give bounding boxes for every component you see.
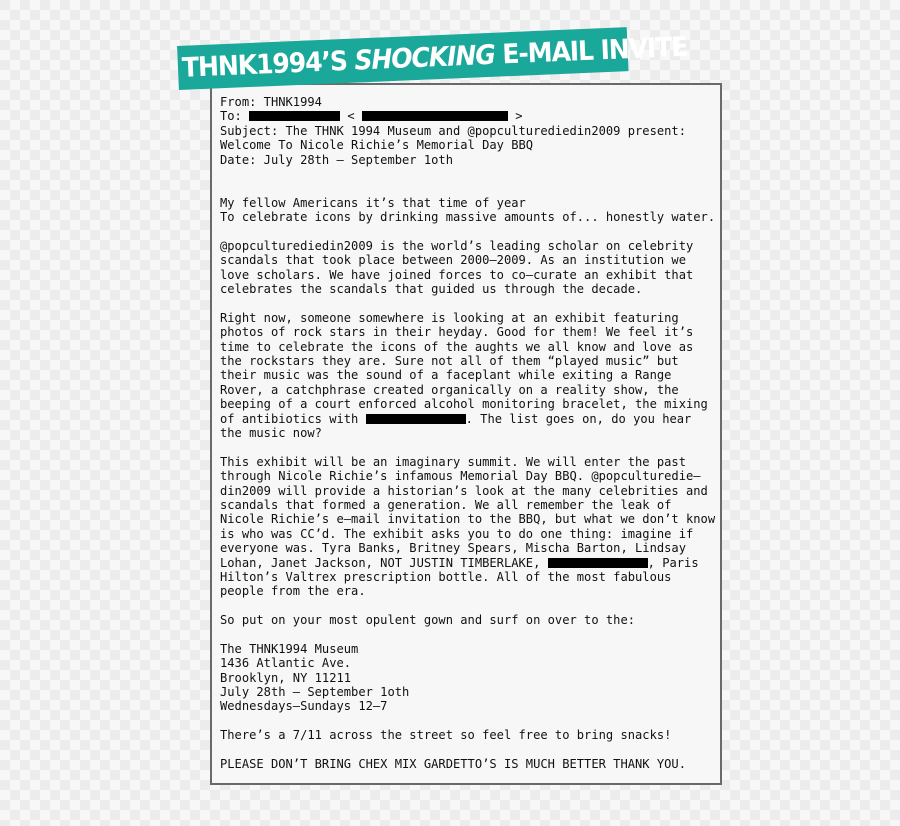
body-line: their music was the sound of a faceplant while exiting a Range [220,368,672,383]
email-to-close: > [507,109,523,124]
body-line: everyone was. Tyra Banks, Britney Spears, Mischa Barton, Lindsay [220,541,686,556]
email-body [220,95,720,771]
body-line: This exhibit will be an imaginary summit. We will enter the past [220,454,686,469]
body-line: is who was CC’d. The exhibit asks you to do one thing: imagine if [220,526,694,541]
address-line: 1436 Atlantic Ave. [220,656,352,671]
body-line: PLEASE DON’T BRING CHEX MIX GARDETTO’S IS MUCH BETTER THANK YOU. [220,756,686,771]
body-line: There’s a 7/11 across the street so feel free to bring snacks! [220,728,672,743]
banner-title-suffix: E-MAIL INVITE [494,31,688,71]
email-to-open: < [340,109,362,124]
banner-title-prefix: THNK1994’S [181,45,356,84]
body-line: scandals that formed a generation. We all remember the leak of [220,497,672,512]
body-line: My fellow Americans it’s that time of year [220,195,526,210]
body-line: Right now, someone somewhere is looking at an exhibit featuring [220,310,679,325]
email-date: Date: July 28th – September 1oth [220,152,453,167]
body-line: beeping of a court enforced alcohol monitoring bracelet, the mixing [220,397,708,412]
body-line [220,556,720,570]
body-line: people from the era. [220,584,366,599]
banner-title-emphasis: SHOCKING [353,39,496,77]
body-line: @popculturediedin2009 is the world’s leading scholar on celebrity [220,238,694,253]
body-line: Hilton’s Valtrex prescription bottle. All of the most fabulous [220,569,672,584]
body-line: the music now? [220,426,322,440]
redacted-bar [548,558,648,568]
banner-title [181,31,687,83]
body-line: time to celebrate the icons of the aughts we all know and love as [220,339,694,354]
body-line [220,412,720,426]
body-line: So put on your most opulent gown and surf on over to the: [220,613,636,628]
redacted-bar [366,414,466,424]
email-to [220,109,720,123]
body-segment: . The list goes on, do you hear [465,411,692,426]
body-line: din2009 will provide a historian’s look at the many celebrities and [220,483,708,498]
body-line: scandals that took place between 2000–2009. As an institution we [220,253,686,268]
body-line: the rockstars they are. Sure not all of them “played music” but [220,354,679,369]
address-line: July 28th – September 1oth [220,685,410,700]
body-line: To celebrate icons by drinking massive amounts of... honestly water. [220,210,716,225]
body-line: Nicole Richie’s e–mail invitation to the BBQ, but what we don’t know [220,512,716,527]
body-segment: , Paris [647,555,699,570]
address-line: Brooklyn, NY 11211 [220,670,352,685]
address-line: Wednesdays–Sundays 12–7 [220,699,388,714]
title-banner [177,27,688,90]
body-line: celebrates the scandals that guided us through the decade. [220,282,643,297]
address-line: The THNK1994 Museum [220,641,359,656]
body-segment: of antibiotics with [220,411,366,426]
body-line: through Nicole Richie’s infamous Memorial Day BBQ. @popculturedie– [220,469,701,484]
body-segment: Lohan, Janet Jackson, NOT JUSTIN TIMBERLAKE, [220,555,548,570]
email-subject-line: Welcome To Nicole Richie’s Memorial Day BBQ [220,138,534,153]
redacted-bar [362,111,508,121]
email-from: From: THNK1994 [220,95,322,109]
email-subject-line: Subject: The THNK 1994 Museum and @popculturediedin2009 present: [220,123,686,138]
redacted-bar [249,111,340,121]
email-to-label: To: [220,109,250,124]
body-line: photos of rock stars in their heyday. Good for them! We feel it’s [220,325,694,340]
body-line: Rover, a catchphrase created organically on a reality show, the [220,382,679,397]
body-line: love scholars. We have joined forces to co–curate an exhibit that [220,267,694,282]
